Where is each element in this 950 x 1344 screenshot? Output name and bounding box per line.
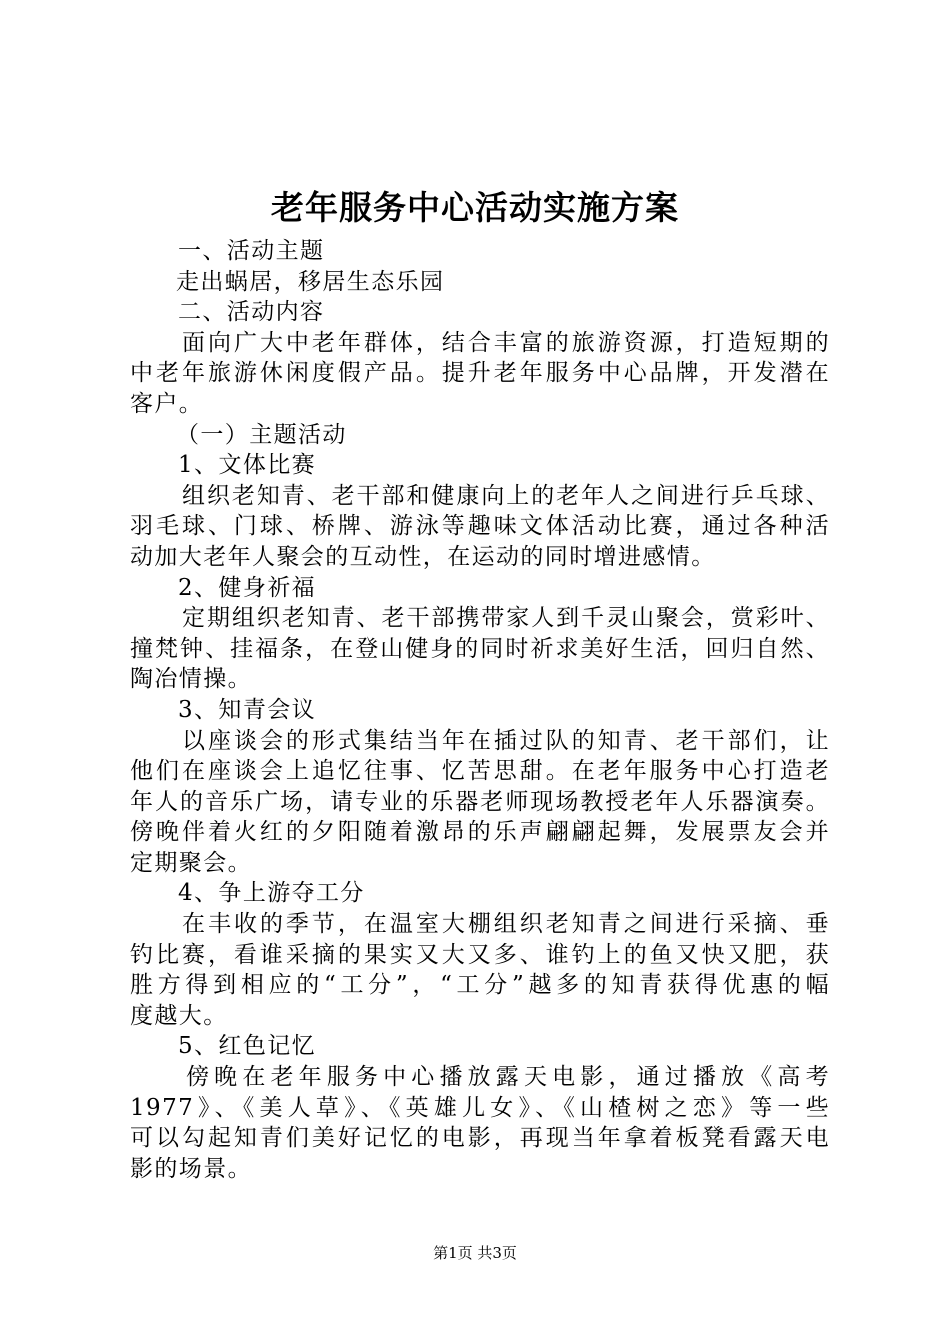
paragraph-line: 撞梵钟、挂福条，在登山健身的同时祈求美好生活，回归自然、 [130, 635, 830, 662]
item-heading: 2、健身祈福 [178, 574, 317, 601]
paragraph-line: 胜方得到相应的“工分”，“工分”越多的知青获得优惠的幅 [130, 972, 830, 999]
paragraph-line: 钓比赛，看谁采摘的果实又大又多、谁钓上的鱼又快又肥，获 [130, 941, 830, 968]
paragraph-line: 走出蜗居，移居生态乐园 [176, 268, 445, 295]
paragraph-line: 陶冶情操。 [130, 666, 252, 693]
document-title: 老年服务中心活动实施方案 [271, 188, 679, 227]
paragraph-line: 中老年旅游休闲度假产品。提升老年服务中心品牌，开发潜在 [130, 360, 830, 387]
paragraph-line: 动加大老年人聚会的互动性，在运动的同时增进感情。 [130, 543, 716, 570]
paragraph-line: 他们在座谈会上追忆往事、忆苦思甜。在老年服务中心打造老 [130, 758, 830, 785]
item-heading: 3、知青会议 [178, 696, 317, 723]
paragraph-line: 羽毛球、门球、桥牌、游泳等趣味文体活动比赛，通过各种活 [130, 513, 830, 540]
document-body [130, 236, 830, 1184]
paragraph-line: 1977》、《美人草》、《英雄儿女》、《山楂树之恋》等一些 [130, 1094, 830, 1121]
paragraph-line: 定期聚会。 [130, 849, 252, 876]
paragraph-line: 在丰收的季节，在温室大棚组织老知青之间进行采摘、垂 [182, 911, 830, 938]
paragraph-line: 影的场景。 [130, 1155, 252, 1182]
paragraph-line: 面向广大中老年群体，结合丰富的旅游资源，打造短期的 [182, 329, 830, 356]
paragraph-line: 以座谈会的形式集结当年在插过队的知青、老干部们，让 [182, 727, 830, 754]
paragraph-line: 可以勾起知青们美好记忆的电影，再现当年拿着板凳看露天电 [130, 1125, 830, 1152]
item-heading: 5、红色记忆 [178, 1033, 317, 1060]
paragraph-line: 年人的音乐广场，请专业的乐器老师现场教授老年人乐器演奏。 [130, 788, 830, 815]
subsection-heading: （一）主题活动 [176, 421, 347, 448]
item-heading: 4、争上游夺工分 [178, 880, 365, 907]
paragraph-line: 客户。 [130, 390, 204, 417]
paragraph-line: 组织老知青、老干部和健康向上的老年人之间进行乒乓球、 [182, 482, 830, 509]
item-heading: 1、文体比赛 [178, 452, 317, 479]
paragraph-line: 傍晚在老年服务中心播放露天电影，通过播放《高考 [186, 1064, 830, 1091]
page-footer: 第1页 共3页 [433, 1244, 517, 1262]
paragraph-line: 傍晚伴着火红的夕阳随着激昂的乐声翩翩起舞，发展票友会并 [130, 819, 830, 846]
paragraph-line: 定期组织老知青、老干部携带家人到千灵山聚会，赏彩叶、 [182, 605, 830, 632]
paragraph-line: 度越大。 [130, 1002, 228, 1029]
section-heading: 二、活动内容 [178, 299, 325, 326]
section-heading: 一、活动主题 [178, 238, 325, 264]
